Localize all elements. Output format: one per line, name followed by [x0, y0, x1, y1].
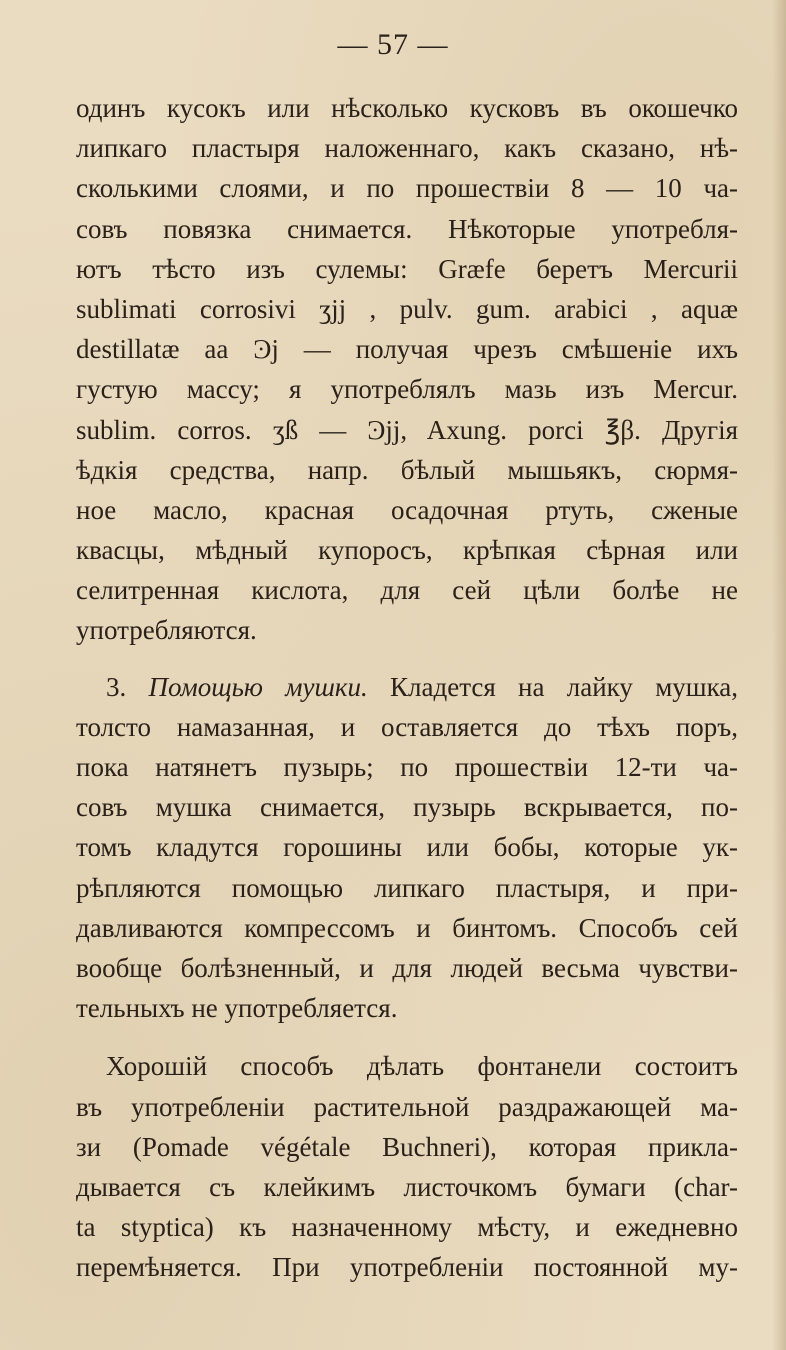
paragraph-gap — [76, 1028, 738, 1046]
section-number: 3. — [106, 671, 127, 702]
text-line: густую массу; я употреблялъ мазь изъ Mercur. — [76, 374, 738, 405]
text-line: Хорошій способъ дѣлать фонтанели состоитъ — [106, 1051, 738, 1082]
text-line: вообще болѣзненный, и для людей весьма чувстви- — [76, 952, 738, 983]
text-line: употребляются. — [76, 615, 257, 646]
text-line: давливаются компрессомъ и бинтомъ. Способъ сей — [76, 912, 738, 943]
page-number: — 57 — — [337, 28, 449, 61]
text-line: тельныхъ не употребляется. — [76, 993, 398, 1024]
text-line: толсто намазанная, и оставляется до тѣхъ поръ, — [76, 711, 738, 742]
paragraph-3 — [76, 1046, 738, 1287]
text-line: совъ мушка снимается, пузырь вскрывается, по- — [76, 792, 738, 823]
text-line: совъ повязка снимается. Нѣкоторые употребля- — [76, 213, 738, 244]
text-line: ѣдкія средства, напр. бѣлый мышьякъ, сюрмя- — [76, 454, 738, 485]
section-title: Помощью мушки. — [148, 671, 368, 702]
page-edge-shadow — [772, 0, 786, 1350]
paragraph-1 — [76, 88, 738, 651]
text-line: томъ кладутся горошины или бобы, которые ук- — [76, 832, 738, 863]
section-first-line: Кладется на лайку мушка, — [390, 671, 738, 702]
text-line: одинъ кусокъ или нѣсколько кусковъ въ окошечко — [76, 93, 738, 123]
text-line: destillatæ aa Ͽj — получая чрезъ смѣшеніе ихъ — [76, 334, 738, 365]
text-line — [76, 667, 738, 707]
text-line: липкаго пластыря наложеннаго, какъ сказано, нѣ- — [76, 133, 738, 164]
text-line: sublimati corrosivi ʒjj , pulv. gum. arabici , aquæ — [76, 293, 738, 324]
paragraph-2 — [76, 667, 738, 1029]
text-line: въ употребленіи растительной раздражающей ма- — [76, 1091, 738, 1122]
text-line: зи (Pomade végétale Buchneri), которая прикла- — [76, 1131, 738, 1162]
text-line: ta styptica) къ назначенному мѣсту, и ежедневно — [76, 1212, 738, 1243]
text-line: sublim. corros. ʒß — Ͽjj, Axung. porci ℥β. Другія — [76, 414, 738, 445]
text-line: селитренная кислота, для сей цѣли болѣе не — [76, 575, 738, 606]
text-line: рѣпляются помощью липкаго пластыря, и при- — [76, 872, 738, 903]
text-line: сколькими слоями, и по прошествіи 8 — 10 ча- — [76, 173, 738, 204]
text-line: дывается съ клейкимъ листочкомъ бумаги (char- — [76, 1171, 738, 1202]
paragraph-gap — [76, 651, 738, 667]
text-line: ютъ тѣсто изъ сулемы: Græfe беретъ Mercurii — [76, 253, 738, 284]
text-line: пока натянетъ пузырь; по прошествіи 12-ти ча- — [76, 752, 738, 782]
text-line: квасцы, мѣдный купоросъ, крѣпкая сѣрная или — [76, 535, 738, 566]
text-line: ное масло, красная осадочная ртуть, сженые — [76, 494, 738, 525]
text-line: перемѣняется. При употребленіи постоянной му- — [76, 1252, 738, 1283]
body-text — [76, 88, 738, 1287]
